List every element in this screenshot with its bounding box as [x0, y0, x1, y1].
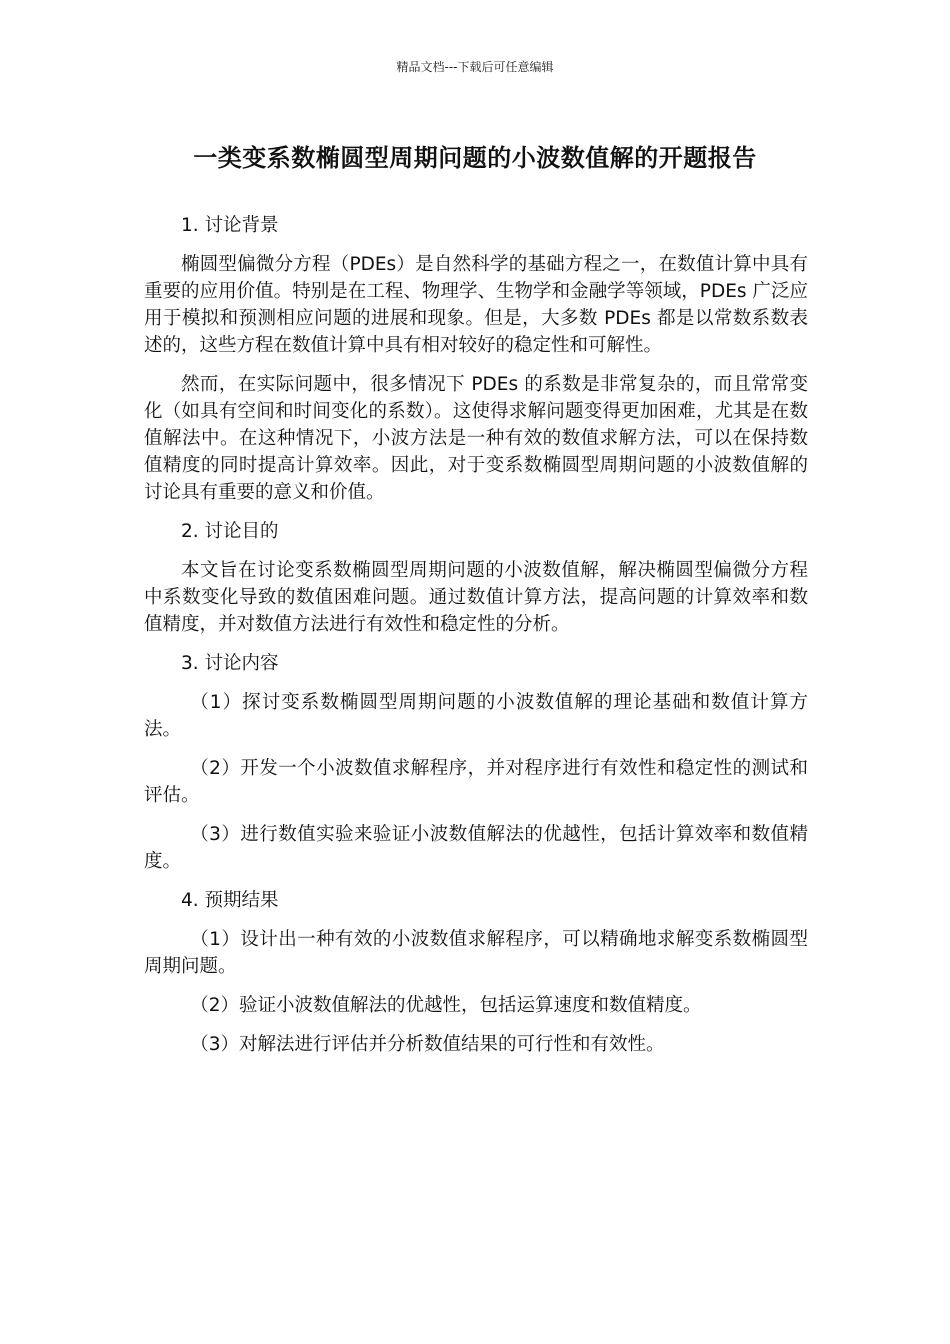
document-title: 一类变系数椭圆型周期问题的小波数值解的开题报告 — [193, 144, 757, 172]
section-2-paragraph-1: 本文旨在讨论变系数椭圆型周期问题的小波数值解，解决椭圆型偏微分方程中系数变化导致的数值困难问题。通过数值计算方法，提高问题的计算效率和数值精度，并对数值方法进行有效性和稳定性的分析。 — [144, 560, 808, 635]
section-1-paragraph-1: 椭圆型偏微分方程（PDEs）是自然科学的基础方程之一，在数值计算中具有重要的应用价值。特别是在工程、物理学、生物学和金融学等领域，PDEs 广泛应用于模拟和预测相应问题的进展和现象。但是，大多数 PDEs 都是以常数系数表述的，这些方程在数值计算中具有相对较好的稳定性和可解性。 — [144, 254, 808, 356]
section-2-heading: 2. 讨论目的 — [181, 521, 279, 542]
header-note: 精品文档---下载后可任意编辑 — [396, 60, 554, 74]
document-body — [144, 212, 808, 1070]
section-3-item-1: （1）探讨变系数椭圆型周期问题的小波数值解的理论基础和数值计算方法。 — [144, 692, 808, 740]
section-1-paragraph-2: 然而，在实际问题中，很多情况下 PDEs 的系数是非常复杂的，而且常常变化（如具有空间和时间变化的系数）。这使得求解问题变得更加困难，尤其是在数值解法中。在这种情况下，小波方法是一种有效的数值求解方法，可以在保持数值精度的同时提高计算效率。因此，对于变系数椭圆型周期问题的小波数值解的讨论具有重要的意义和价值。 — [144, 374, 808, 503]
section-4-item-3: （3）对解法进行评估并分析数值结果的可行性和有效性。 — [190, 1034, 665, 1055]
section-1-heading: 1. 讨论背景 — [181, 215, 279, 236]
section-4-heading: 4. 预期结果 — [181, 890, 279, 911]
section-3-item-2: （2）开发一个小波数值求解程序，并对程序进行有效性和稳定性的测试和评估。 — [144, 758, 808, 806]
section-4-item-2: （2）验证小波数值解法的优越性，包括运算速度和数值精度。 — [190, 995, 702, 1016]
section-3-item-3: （3）进行数值实验来验证小波数值解法的优越性，包括计算效率和数值精度。 — [144, 824, 808, 872]
section-3-heading: 3. 讨论内容 — [181, 653, 279, 674]
section-4-item-1: （1）设计出一种有效的小波数值求解程序，可以精确地求解变系数椭圆型周期问题。 — [144, 929, 808, 977]
